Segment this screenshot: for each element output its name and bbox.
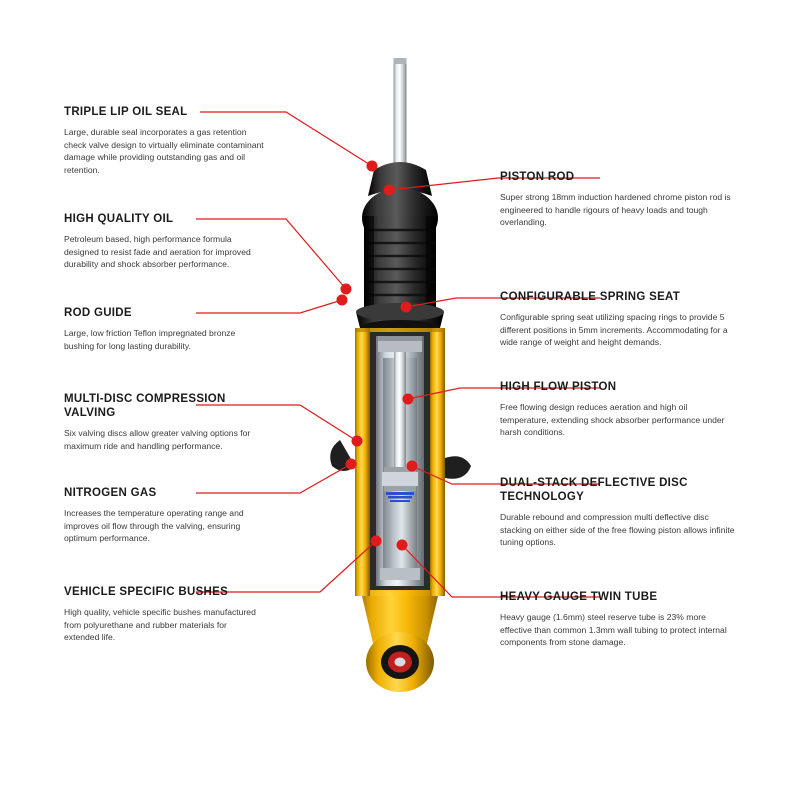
callout-title: ROD GUIDE	[64, 307, 132, 319]
callout-configurable-spring-seat[interactable]	[500, 290, 738, 349]
bottom-eyelet	[362, 596, 438, 692]
callout-title: NITROGEN GAS	[64, 487, 157, 499]
callout-multi-disc-compression-valving[interactable]	[64, 392, 264, 452]
deflective-disc-stack	[386, 492, 414, 502]
callout-body: Heavy gauge (1.6mm) steel reserve tube is 23% more effective than common 1.3mm wall tubing to protect internal components from stone damage.	[500, 612, 727, 648]
callout-heavy-gauge-twin-tube[interactable]	[500, 590, 740, 649]
callout-title: VEHICLE SPECIFIC BUSHES	[64, 586, 229, 598]
callout-title: HIGH FLOW PISTON	[500, 381, 617, 393]
callout-body: Durable rebound and compression multi deflective disc stacking on either side of the free flowing piston allows infinite tuning options.	[500, 512, 735, 548]
lower-bracket-left	[330, 440, 355, 471]
callout-triple-lip-oil-seal[interactable]	[64, 105, 264, 176]
callout-body: Petroleum based, high performance formula designed to resist fade and aeration for improved durability and shock absorber performance.	[64, 234, 251, 270]
callout-body: Large, low friction Teflon impregnated bronze bushing for long lasting durability.	[64, 328, 236, 351]
callout-body: Free flowing design reduces aeration and high oil temperature, extending shock absorber performance under harsh conditions.	[500, 402, 725, 438]
callout-rod-guide[interactable]	[64, 306, 260, 352]
callout-nitrogen-gas[interactable]	[64, 486, 264, 545]
callout-title: DUAL-STACK DEFLECTIVE DISC TECHNOLOGY	[500, 477, 688, 503]
shock-absorber-illustration	[300, 40, 500, 700]
callout-dual-stack-deflective-disc-technology[interactable]	[500, 476, 736, 549]
callout-high-quality-oil[interactable]	[64, 212, 264, 271]
callout-body: Configurable spring seat utilizing spacing rings to provide 5 different positions in 5mm increments. Accommodating for a wide range of weight and height demands.	[500, 312, 728, 348]
callout-body: High quality, vehicle specific bushes manufactured from polyurethane and rubber materials for extended life.	[64, 607, 256, 643]
dust-boot	[364, 216, 436, 312]
callout-title: PISTON ROD	[500, 171, 575, 183]
callout-title: CONFIGURABLE SPRING SEAT	[500, 291, 681, 303]
callout-high-flow-piston[interactable]	[500, 380, 732, 439]
high-flow-piston-part	[382, 472, 418, 486]
callout-title: TRIPLE LIP OIL SEAL	[64, 106, 188, 118]
callout-body: Large, durable seal incorporates a gas retention check valve design to virtually eliminate contaminant damage while providing outstanding gas and oil retention.	[64, 127, 264, 175]
piston-rod-part	[394, 58, 407, 170]
callout-vehicle-specific-bushes[interactable]	[64, 585, 264, 644]
callout-body: Increases the temperature operating range and improves oil flow through the valving, ensuring optimum performance.	[64, 508, 244, 544]
callout-title: HIGH QUALITY OIL	[64, 213, 174, 225]
callout-title: MULTI-DISC COMPRESSION VALVING	[64, 393, 226, 419]
lower-bracket-right	[445, 456, 471, 479]
callout-piston-rod[interactable]	[500, 170, 740, 229]
callout-title: HEAVY GAUGE TWIN TUBE	[500, 591, 658, 603]
callout-body: Six valving discs allow greater valving options for maximum ride and handling performance.	[64, 428, 251, 451]
callout-body: Super strong 18mm induction hardened chrome piston rod is engineered to handle rigours of heavy loads and tough overlanding.	[500, 192, 731, 228]
reserve-tube	[355, 328, 445, 596]
